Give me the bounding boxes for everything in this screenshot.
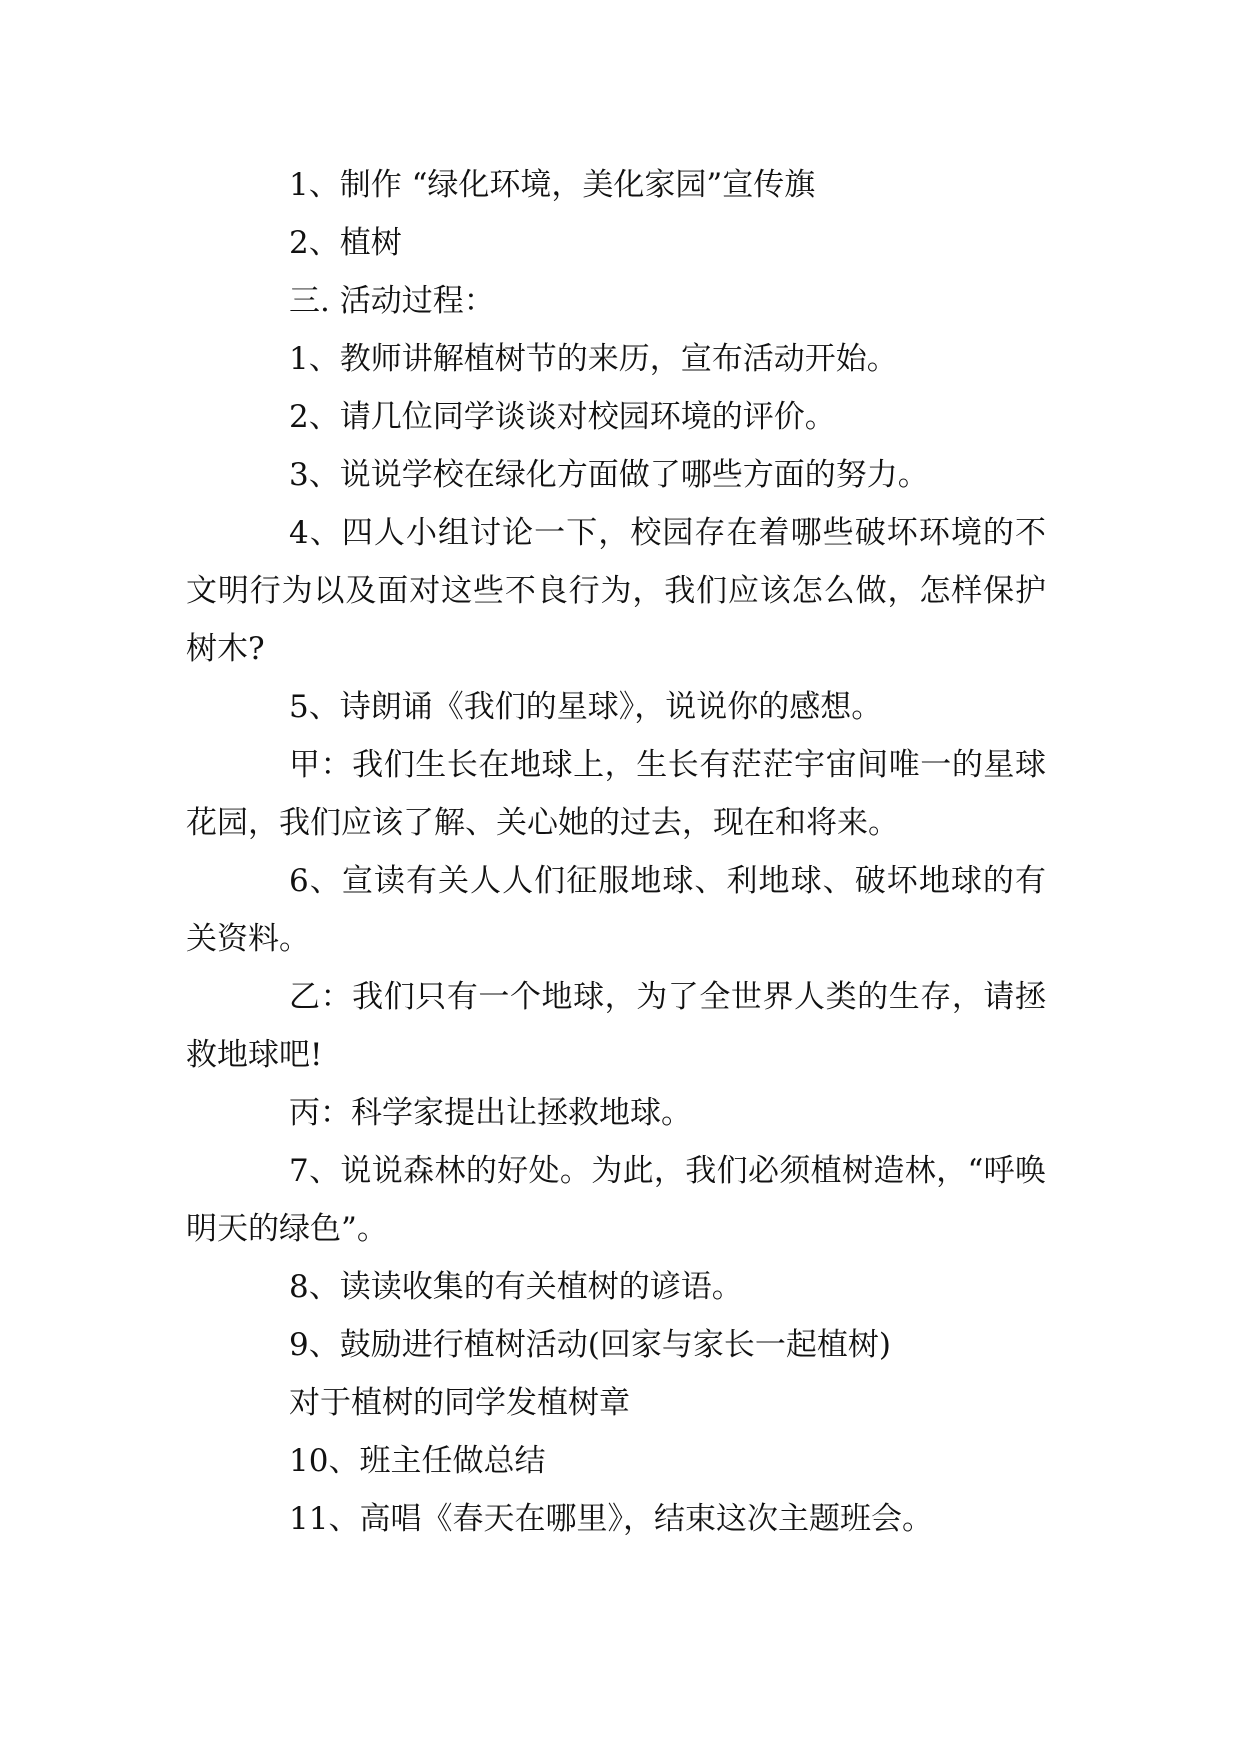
paragraph-speaker-jia: 甲：我们生长在地球上，生长有茫茫宇宙间唯一的星球花园，我们应该了解、关心她的过去，现在和将来。	[186, 747, 1046, 841]
section-heading-activity-process: 三. 活动过程：	[289, 283, 495, 319]
paragraph-speaker-bing: 丙：科学家提出让拯救地球。	[289, 1095, 692, 1131]
paragraph-step-8: 8、读读收集的有关植树的谚语。	[289, 1269, 743, 1305]
paragraph-step-2: 2、请几位同学谈谈对校园环境的评价。	[289, 399, 836, 435]
paragraph-step-1: 1、教师讲解植树节的来历，宣布活动开始。	[289, 341, 898, 377]
paragraph-step-9: 9、鼓励进行植树活动(回家与家长一起植树)	[289, 1327, 891, 1363]
paragraph-step-11: 11、高唱《春天在哪里》，结束这次主题班会。	[289, 1501, 933, 1537]
paragraph-step-5: 5、诗朗诵《我们的星球》，说说你的感想。	[289, 689, 883, 725]
paragraph-step-6: 6、宣读有关人人们征服地球、利地球、破坏地球的有关资料。	[186, 863, 1046, 957]
paragraph-plant-trees: 2、植树	[289, 225, 402, 261]
paragraph-step-7: 7、说说森林的好处。为此，我们必须植树造林，“呼唤明天的绿色”。	[186, 1153, 1046, 1247]
paragraph-making-banner: 1、制作 “绿化环境，美化家园”宣传旗	[289, 167, 816, 203]
document-body	[186, 156, 1046, 1548]
paragraph-step-4: 4、四人小组讨论一下，校园存在着哪些破坏环境的不文明行为以及面对这些不良行为，我们应该怎么做，怎样保护树木?	[186, 515, 1046, 667]
paragraph-speaker-yi: 乙：我们只有一个地球，为了全世界人类的生存，请拯救地球吧!	[186, 979, 1046, 1073]
paragraph-step-3: 3、说说学校在绿化方面做了哪些方面的努力。	[289, 457, 929, 493]
paragraph-badge-award: 对于植树的同学发植树章	[289, 1385, 630, 1421]
paragraph-step-10: 10、班主任做总结	[289, 1443, 546, 1479]
